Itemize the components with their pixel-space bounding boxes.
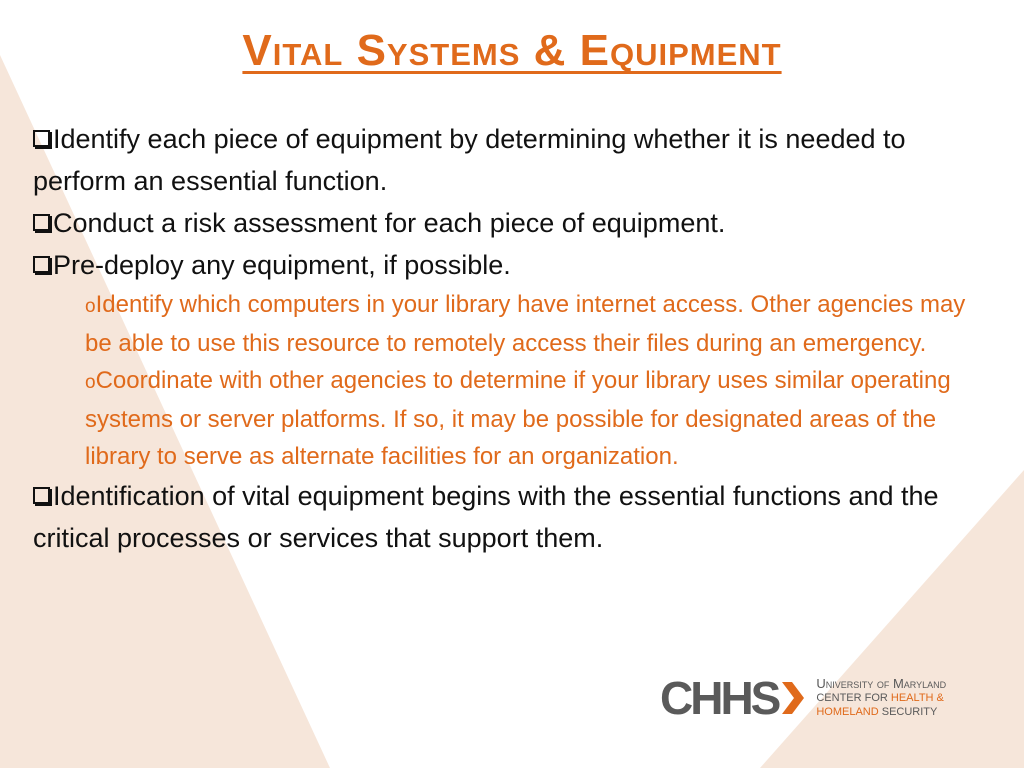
- bullet-item: [33, 475, 993, 559]
- chevron-right-icon: [780, 680, 806, 716]
- circle-bullet-icon: o: [85, 372, 96, 393]
- logo-org-name: [816, 677, 946, 719]
- bullet-text: Identify each piece of equipment by determining whether it is needed to perform an essential function.: [33, 124, 906, 196]
- slide-content: [33, 118, 993, 559]
- bullet-text: Identification of vital equipment begins with the essential functions and the critical processes or services that support them.: [33, 481, 939, 553]
- sub-bullet-text: Identify which computers in your library have internet access. Other agencies may be able to use this resource to remotely access their files during an emergency.: [85, 291, 966, 357]
- slide-title: Vital Systems & Equipment: [242, 26, 782, 75]
- sub-bullet-item: [85, 286, 993, 362]
- bullet-item: [33, 244, 993, 286]
- checkbox-bullet-icon: [33, 256, 50, 273]
- checkbox-bullet-icon: [33, 130, 50, 147]
- logo-line-university: University of Maryland: [816, 676, 947, 691]
- sub-bullet-text: Coordinate with other agencies to determine if your library uses similar operating systems or server platforms. If so, it may be possible for designated areas of the library to serve as alternate facilities for an organization.: [85, 367, 951, 470]
- bullet-item: [33, 118, 993, 202]
- checkbox-bullet-icon: [33, 214, 50, 231]
- sub-bullet-item: [85, 362, 993, 475]
- logo-line-security: HOMELAND SECURITY: [816, 706, 938, 718]
- bullet-item: [33, 202, 993, 244]
- bullet-text: Pre-deploy any equipment, if possible.: [53, 250, 511, 280]
- logo-line-center: CENTER FOR HEALTH &: [816, 692, 944, 704]
- logo-acronym: CHHS: [660, 672, 779, 724]
- chhs-logo: [660, 672, 980, 724]
- circle-bullet-icon: o: [85, 296, 96, 317]
- checkbox-bullet-icon: [33, 487, 50, 504]
- bullet-text: Conduct a risk assessment for each piece of equipment.: [53, 208, 726, 238]
